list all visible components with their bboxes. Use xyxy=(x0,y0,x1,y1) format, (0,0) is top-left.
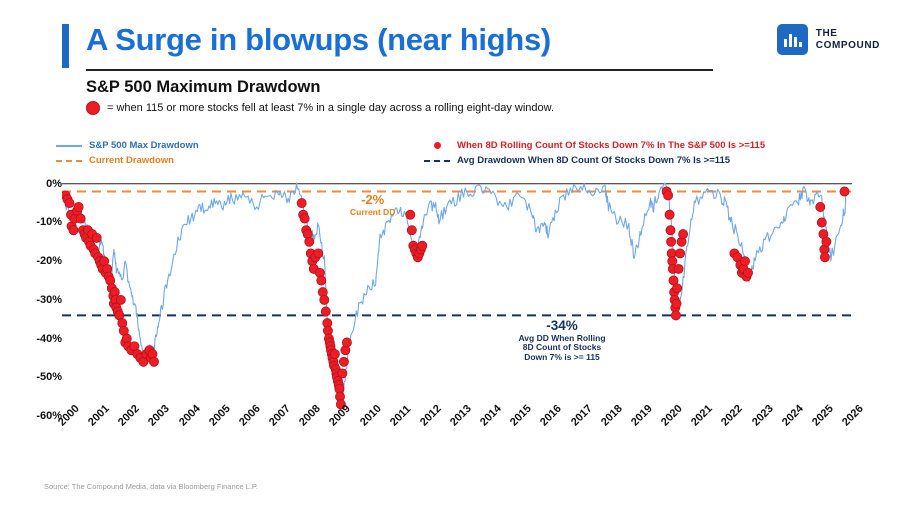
annotation-avg-dd-line2: 8D Count of Stocks xyxy=(522,342,602,353)
source-note: Source: The Compound Media, data via Bloomberg Finance L.P. xyxy=(44,482,259,491)
annotation-current-dd-value: -2% xyxy=(361,192,385,207)
x-axis-tick-label: 2000 xyxy=(56,402,82,429)
marker-note xyxy=(86,101,554,115)
y-axis-tick-label: 0% xyxy=(46,177,62,190)
x-axis-tick-label: 2024 xyxy=(779,402,806,429)
x-axis xyxy=(56,402,866,470)
y-axis-tick-label: -30% xyxy=(36,293,62,306)
header xyxy=(62,22,838,70)
legend-item-max-drawdown xyxy=(56,138,199,153)
x-axis-tick-label: 2011 xyxy=(387,403,414,429)
chart-plot-area xyxy=(62,176,852,416)
brand-name xyxy=(816,28,880,52)
legend-item-rolling-count xyxy=(424,138,765,153)
page-title: A Surge in blowups (near highs) xyxy=(86,22,551,57)
marker-note-text: = when 115 or more stocks fell at least 7% in a single day across a rolling eight-day window. xyxy=(107,102,555,114)
x-axis-tick-label: 2004 xyxy=(176,402,203,429)
chart-subtitle: S&P 500 Maximum Drawdown xyxy=(86,78,321,96)
y-axis-tick-label: -40% xyxy=(36,332,62,345)
legend-line-icon xyxy=(56,145,82,147)
x-axis-tick-label: 2007 xyxy=(267,402,293,429)
legend-item-current-drawdown xyxy=(56,153,199,168)
annotation-avg-dd-value: -34% xyxy=(546,318,578,333)
x-axis-tick-label: 2005 xyxy=(206,402,233,429)
annotation-avg-dd xyxy=(492,318,632,363)
annotation-avg-dd-line1: Avg DD When Rolling xyxy=(518,332,606,343)
x-axis-tick-label: 2016 xyxy=(538,402,565,429)
x-axis-tick-label: 2025 xyxy=(809,402,836,429)
title-divider xyxy=(86,69,713,71)
x-axis-tick-label: 2001 xyxy=(86,402,112,429)
legend-dashed-line-icon xyxy=(424,160,450,162)
x-axis-tick-label: 2010 xyxy=(357,402,384,429)
legend-dot-icon xyxy=(424,142,450,149)
legend-right xyxy=(424,138,765,168)
x-axis-tick-label: 2021 xyxy=(689,402,716,429)
x-axis-tick-label: 2008 xyxy=(297,402,324,429)
x-axis-tick-label: 2014 xyxy=(478,402,504,429)
bar-chart-icon xyxy=(777,24,808,55)
y-axis-tick-label: -50% xyxy=(36,371,62,384)
legend-label: S&P 500 Max Drawdown xyxy=(89,140,199,151)
x-axis-tick-label: 2023 xyxy=(749,402,776,429)
y-axis-tick-label: -20% xyxy=(36,255,62,268)
legend-label: When 8D Rolling Count Of Stocks Down 7% In The S&P 500 Is >=115 xyxy=(457,140,766,151)
y-axis-tick-label: -10% xyxy=(36,216,62,229)
x-axis-tick-label: 2015 xyxy=(508,402,535,429)
annotation-current-dd xyxy=(350,193,395,218)
x-axis-tick-label: 2002 xyxy=(116,402,143,429)
y-axis xyxy=(18,176,62,422)
brand-logo xyxy=(777,24,880,55)
x-axis-tick-label: 2013 xyxy=(447,402,474,429)
x-axis-tick-label: 2019 xyxy=(628,402,655,429)
brand-line1: THE xyxy=(815,27,838,39)
drawdown-chart xyxy=(62,176,852,416)
y-axis-tick-label: -60% xyxy=(36,410,62,422)
x-axis-tick-label: 2020 xyxy=(659,402,685,429)
legend-label: Current Drawdown xyxy=(89,155,174,166)
x-axis-tick-label: 2009 xyxy=(327,402,354,429)
legend-left xyxy=(56,138,199,168)
red-dot-marker-icon xyxy=(86,101,100,115)
annotation-current-dd-label: Current DD xyxy=(350,206,396,217)
legend-label: Avg Drawdown When 8D Count Of Stocks Down 7% Is >=115 xyxy=(457,155,731,166)
x-axis-tick-label: 2012 xyxy=(417,402,444,429)
x-axis-tick-label: 2022 xyxy=(719,402,746,429)
legend-item-avg-drawdown xyxy=(424,153,765,168)
x-axis-tick-label: 2026 xyxy=(839,402,866,429)
brand-line2: COMPOUND xyxy=(815,39,880,51)
x-axis-tick-label: 2018 xyxy=(598,402,625,429)
annotation-avg-dd-line3: Down 7% is >= 115 xyxy=(524,352,600,363)
x-axis-tick-label: 2003 xyxy=(146,402,173,429)
title-accent-bar xyxy=(62,24,69,68)
x-axis-tick-label: 2006 xyxy=(236,402,263,429)
x-axis-tick-label: 2017 xyxy=(568,402,595,429)
legend-dashed-line-icon xyxy=(56,160,82,162)
